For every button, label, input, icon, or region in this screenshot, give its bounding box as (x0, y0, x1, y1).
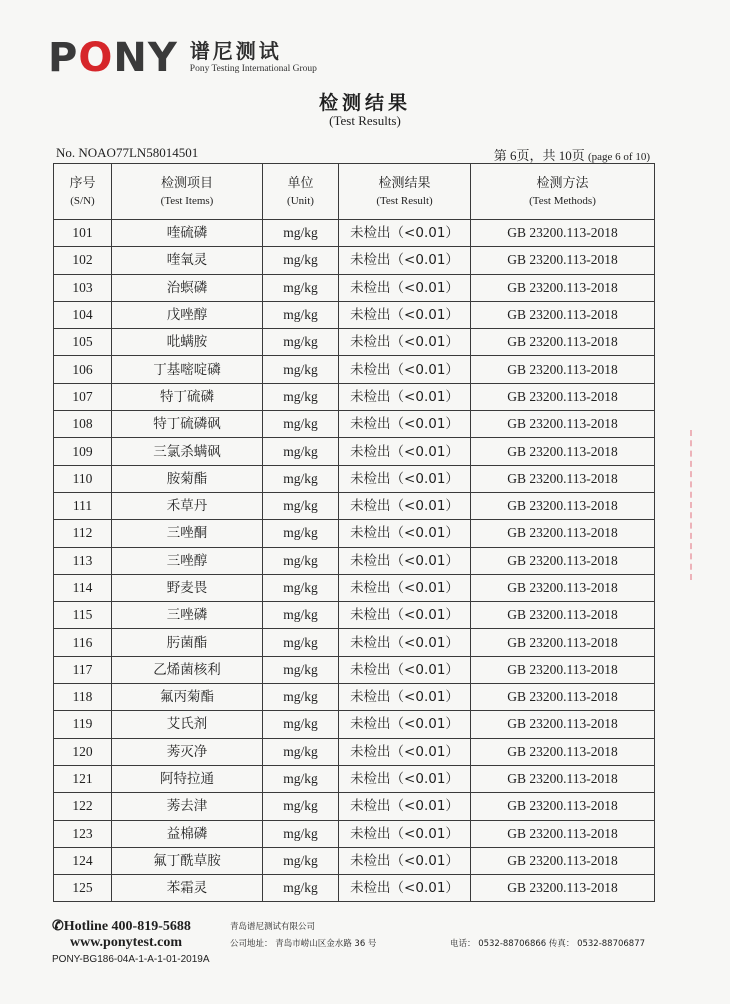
sn-cell: 107 (54, 383, 112, 410)
table-row (54, 602, 655, 629)
test-method-cell: GB 23200.113-2018 (471, 574, 655, 601)
table-row (54, 438, 655, 465)
page-subtitle: (Test Results) (329, 113, 401, 128)
sn-cell: 115 (54, 602, 112, 629)
test-result-cell: 未检出（<0.01） (339, 383, 471, 410)
unit-cell: mg/kg (263, 247, 339, 274)
header-cn: 检测项目 (160, 175, 213, 191)
test-method-cell: GB 23200.113-2018 (471, 847, 655, 874)
hotline-text: ✆Hotline 400-819-5688 (52, 919, 191, 934)
sn-cell: 124 (54, 847, 112, 874)
test-method-cell: GB 23200.113-2018 (471, 411, 655, 438)
table-row (54, 411, 655, 438)
table-row (54, 547, 655, 574)
unit-cell: mg/kg (263, 547, 339, 574)
test-method-cell: GB 23200.113-2018 (471, 492, 655, 519)
logo-letters-prefix: P (48, 35, 79, 81)
sn-cell: 104 (54, 301, 112, 328)
logo-chinese-name: 谱尼测试 (189, 39, 282, 63)
test-item-cell: 氟丙菊酯 (112, 684, 263, 711)
test-item-cell: 肟菌酯 (112, 629, 263, 656)
test-item-cell: 治螟磷 (112, 274, 263, 301)
table-row (54, 765, 655, 792)
table-row (54, 383, 655, 410)
sn-cell: 122 (54, 793, 112, 820)
unit-cell: mg/kg (263, 356, 339, 383)
test-item-cell: 胺菊酯 (112, 465, 263, 492)
unit-cell: mg/kg (263, 711, 339, 738)
table-row (54, 465, 655, 492)
header-cn: 检测结果 (378, 175, 431, 191)
logo-english-name: Pony Testing International Group (189, 64, 317, 74)
sn-cell: 113 (54, 547, 112, 574)
sn-cell: 116 (54, 629, 112, 656)
unit-cell: mg/kg (263, 875, 339, 902)
test-result-cell: 未检出（<0.01） (339, 765, 471, 792)
logo-text-block (190, 40, 317, 74)
test-method-cell: GB 23200.113-2018 (471, 765, 655, 792)
unit-cell: mg/kg (263, 765, 339, 792)
sn-cell: 109 (54, 438, 112, 465)
sn-cell: 105 (54, 329, 112, 356)
unit-cell: mg/kg (263, 465, 339, 492)
table-row (54, 684, 655, 711)
sn-cell: 121 (54, 765, 112, 792)
sn-cell: 111 (54, 492, 112, 519)
company-address: 公司地址： 青岛市崂山区金水路 36 号 (230, 939, 377, 949)
test-result-cell: 未检出（<0.01） (339, 684, 471, 711)
header-en: (Test Methods) (529, 194, 596, 207)
unit-cell: mg/kg (263, 820, 339, 847)
test-result-cell: 未检出（<0.01） (339, 711, 471, 738)
test-method-cell: GB 23200.113-2018 (471, 875, 655, 902)
test-item-cell: 野麦畏 (112, 574, 263, 601)
test-item-cell: 特丁硫磷 (112, 383, 263, 410)
seal-stamp-edge (690, 430, 706, 580)
column-header-unit (263, 164, 339, 220)
page-title: 检测结果 (318, 92, 411, 114)
sn-cell: 123 (54, 820, 112, 847)
unit-cell: mg/kg (263, 684, 339, 711)
test-item-cell: 特丁硫磷砜 (112, 411, 263, 438)
test-method-cell: GB 23200.113-2018 (471, 820, 655, 847)
test-result-cell: 未检出（<0.01） (339, 301, 471, 328)
test-result-cell: 未检出（<0.01） (339, 329, 471, 356)
test-item-cell: 禾草丹 (112, 492, 263, 519)
logo-wordmark (48, 35, 178, 81)
table-row (54, 220, 655, 247)
test-result-cell: 未检出（<0.01） (339, 438, 471, 465)
header-en: (Test Items) (160, 194, 214, 207)
table-row (54, 820, 655, 847)
header-cn: 序号 (69, 175, 96, 191)
test-item-cell: 三唑酮 (112, 520, 263, 547)
table-row (54, 711, 655, 738)
unit-cell: mg/kg (263, 574, 339, 601)
header-en: (Test Result) (376, 194, 433, 207)
unit-cell: mg/kg (263, 738, 339, 765)
table-row (54, 329, 655, 356)
sn-cell: 125 (54, 875, 112, 902)
column-header-test-result (339, 164, 471, 220)
test-item-cell: 吡螨胺 (112, 329, 263, 356)
company-contact: 电话： 0532-88706866 传真： 0532-88706877 (450, 939, 646, 949)
test-item-cell: 莠去津 (112, 793, 263, 820)
test-result-cell: 未检出（<0.01） (339, 602, 471, 629)
test-result-cell: 未检出（<0.01） (339, 820, 471, 847)
test-item-cell: 艾氏剂 (112, 711, 263, 738)
sn-cell: 114 (54, 574, 112, 601)
test-item-cell: 三唑磷 (112, 602, 263, 629)
test-method-cell: GB 23200.113-2018 (471, 684, 655, 711)
sn-cell: 110 (54, 465, 112, 492)
test-result-cell: 未检出（<0.01） (339, 247, 471, 274)
unit-cell: mg/kg (263, 220, 339, 247)
table-row (54, 629, 655, 656)
table-header-row (54, 164, 655, 220)
unit-cell: mg/kg (263, 847, 339, 874)
document-number: PONY-BG186-04A-1-A-1-01-2019A (52, 954, 210, 965)
table-row (54, 574, 655, 601)
test-item-cell: 喹硫磷 (112, 220, 263, 247)
test-result-cell: 未检出（<0.01） (339, 492, 471, 519)
table-row (54, 274, 655, 301)
test-method-cell: GB 23200.113-2018 (471, 274, 655, 301)
test-item-cell: 喹氧灵 (112, 247, 263, 274)
test-result-cell: 未检出（<0.01） (339, 875, 471, 902)
unit-cell: mg/kg (263, 656, 339, 683)
sn-cell: 118 (54, 684, 112, 711)
test-method-cell: GB 23200.113-2018 (471, 301, 655, 328)
header-cn: 单位 (287, 175, 314, 191)
test-result-cell: 未检出（<0.01） (339, 465, 471, 492)
unit-cell: mg/kg (263, 411, 339, 438)
column-header-test-methods (471, 164, 655, 220)
test-result-cell: 未检出（<0.01） (339, 656, 471, 683)
table-row (54, 356, 655, 383)
sn-cell: 106 (54, 356, 112, 383)
sn-cell: 101 (54, 220, 112, 247)
table-row (54, 247, 655, 274)
table-row (54, 875, 655, 902)
test-item-cell: 益棉磷 (112, 820, 263, 847)
results-table (53, 163, 655, 902)
test-result-cell: 未检出（<0.01） (339, 847, 471, 874)
test-result-cell: 未检出（<0.01） (339, 274, 471, 301)
test-result-cell: 未检出（<0.01） (339, 411, 471, 438)
test-result-cell: 未检出（<0.01） (339, 220, 471, 247)
test-result-cell: 未检出（<0.01） (339, 520, 471, 547)
table-row (54, 793, 655, 820)
header-en: (Unit) (287, 194, 314, 207)
test-item-cell: 莠灭净 (112, 738, 263, 765)
unit-cell: mg/kg (263, 438, 339, 465)
column-header-test-items (112, 164, 263, 220)
test-method-cell: GB 23200.113-2018 (471, 438, 655, 465)
page-indicator-cn: 第 6页，共 10页 (493, 148, 585, 163)
sn-cell: 108 (54, 411, 112, 438)
test-method-cell: GB 23200.113-2018 (471, 329, 655, 356)
test-method-cell: GB 23200.113-2018 (471, 793, 655, 820)
test-result-cell: 未检出（<0.01） (339, 574, 471, 601)
test-result-cell: 未检出（<0.01） (339, 547, 471, 574)
test-method-cell: GB 23200.113-2018 (471, 629, 655, 656)
table-row (54, 520, 655, 547)
test-result-cell: 未检出（<0.01） (339, 793, 471, 820)
page-indicator-en: (page 6 of 10) (587, 151, 650, 163)
logo-letters-suffix: NY (113, 35, 178, 81)
sn-cell: 102 (54, 247, 112, 274)
test-item-cell: 三唑醇 (112, 547, 263, 574)
unit-cell: mg/kg (263, 520, 339, 547)
table-row (54, 738, 655, 765)
sn-cell: 103 (54, 274, 112, 301)
test-method-cell: GB 23200.113-2018 (471, 711, 655, 738)
test-result-cell: 未检出（<0.01） (339, 356, 471, 383)
pony-logo (48, 35, 317, 81)
test-item-cell: 乙烯菌核利 (112, 656, 263, 683)
sn-cell: 112 (54, 520, 112, 547)
unit-cell: mg/kg (263, 492, 339, 519)
unit-cell: mg/kg (263, 383, 339, 410)
test-method-cell: GB 23200.113-2018 (471, 656, 655, 683)
logo-letter-o: O (78, 35, 114, 81)
unit-cell: mg/kg (263, 793, 339, 820)
test-result-cell: 未检出（<0.01） (339, 629, 471, 656)
test-item-cell: 戊唑醇 (112, 301, 263, 328)
test-item-cell: 三氯杀螨砜 (112, 438, 263, 465)
test-item-cell: 氟丁酰草胺 (112, 847, 263, 874)
test-method-cell: GB 23200.113-2018 (471, 547, 655, 574)
company-name: 青岛谱尼测试有限公司 (230, 922, 316, 932)
header-en: (S/N) (70, 194, 95, 207)
test-item-cell: 阿特拉通 (112, 765, 263, 792)
table-body (54, 220, 655, 902)
test-method-cell: GB 23200.113-2018 (471, 738, 655, 765)
sn-cell: 117 (54, 656, 112, 683)
test-method-cell: GB 23200.113-2018 (471, 602, 655, 629)
unit-cell: mg/kg (263, 629, 339, 656)
unit-cell: mg/kg (263, 602, 339, 629)
test-result-cell: 未检出（<0.01） (339, 738, 471, 765)
header-cn: 检测方法 (536, 175, 589, 191)
sn-cell: 119 (54, 711, 112, 738)
table-row (54, 656, 655, 683)
report-number: No. NOAO77LN58014501 (56, 145, 199, 160)
unit-cell: mg/kg (263, 329, 339, 356)
test-method-cell: GB 23200.113-2018 (471, 465, 655, 492)
test-method-cell: GB 23200.113-2018 (471, 520, 655, 547)
page-indicator (494, 145, 650, 164)
table-row (54, 492, 655, 519)
table-row (54, 301, 655, 328)
website-link[interactable]: www.ponytest.com (70, 935, 182, 950)
test-method-cell: GB 23200.113-2018 (471, 247, 655, 274)
test-item-cell: 丁基嘧啶磷 (112, 356, 263, 383)
unit-cell: mg/kg (263, 274, 339, 301)
column-header-sn (54, 164, 112, 220)
unit-cell: mg/kg (263, 301, 339, 328)
test-method-cell: GB 23200.113-2018 (471, 220, 655, 247)
table-row (54, 847, 655, 874)
sn-cell: 120 (54, 738, 112, 765)
test-method-cell: GB 23200.113-2018 (471, 383, 655, 410)
test-item-cell: 苯霜灵 (112, 875, 263, 902)
test-method-cell: GB 23200.113-2018 (471, 356, 655, 383)
